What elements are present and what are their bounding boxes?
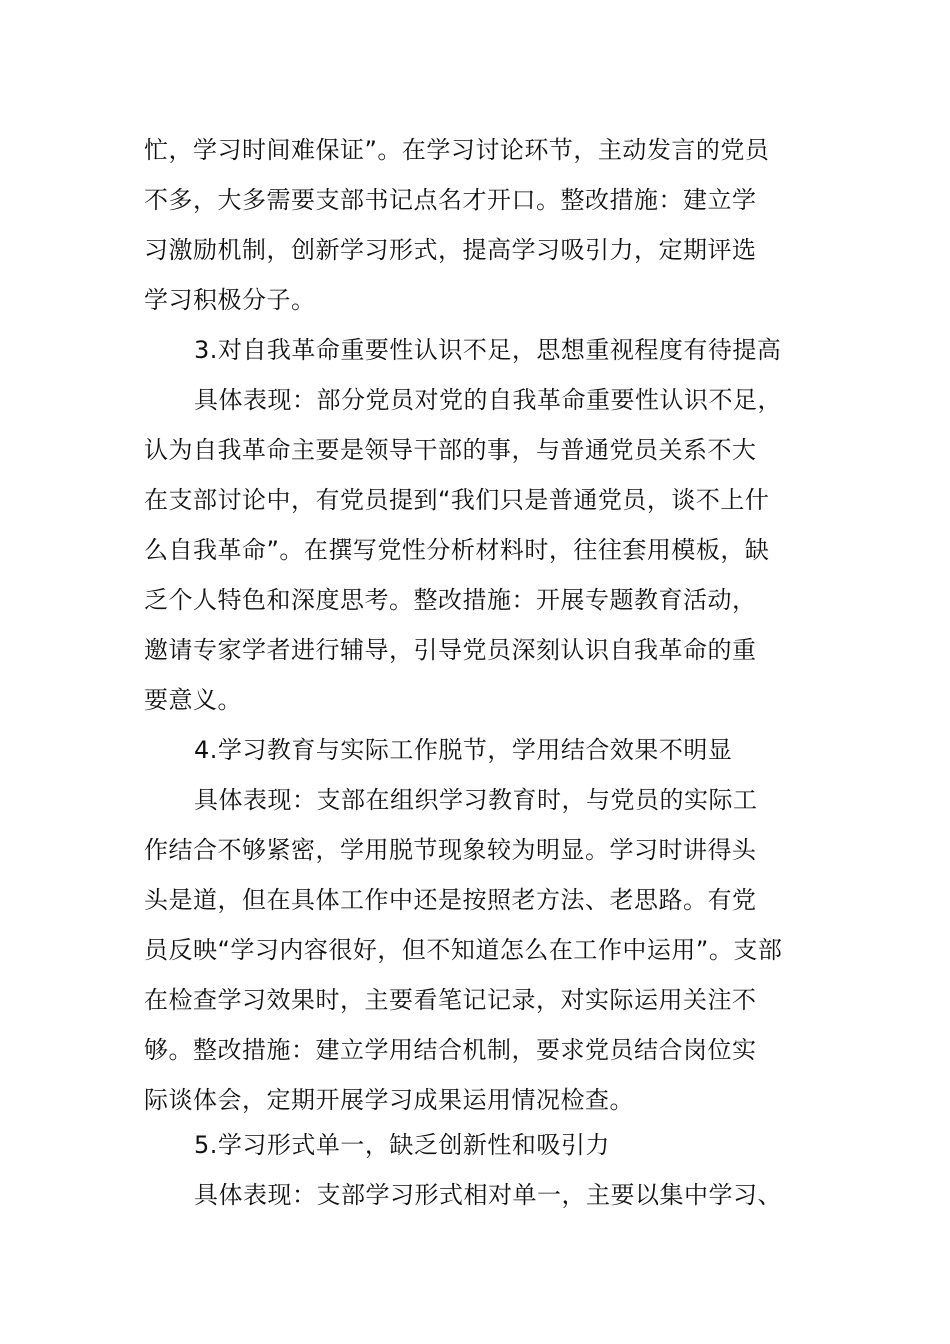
text-line: 忙，学习时间难保证”。在学习讨论环节，主动发言的党员 (144, 136, 770, 164)
section-heading-5: 5.学习形式单一，缺乏创新性和吸引力 (194, 1131, 610, 1159)
text-line: 头是道，但在具体工作中还是按照老方法、老思路。有党 (144, 886, 757, 914)
text-line: 具体表现：支部在组织学习教育时，与党员的实际工 (194, 786, 758, 814)
text-line: 要意义。 (144, 686, 242, 714)
text-line: 够。整改措施：建立学用结合机制，要求党员结合岗位实 (144, 1036, 757, 1064)
text-line: 邀请专家学者进行辅导，引导党员深刻认识自我革命的重 (144, 636, 757, 664)
text-line: 习激励机制，创新学习形式，提高学习吸引力，定期评选 (144, 236, 757, 264)
text-line: 不多，大多需要支部书记点名才开口。整改措施：建立学 (144, 186, 757, 214)
text-line: 么自我革命”。在撰写党性分析材料时，往往套用模板，缺 (144, 536, 770, 564)
text-line: 乏个人特色和深度思考。整改措施：开展专题教育活动， (144, 586, 757, 614)
text-line: 员反映“学习内容很好，但不知道怎么在工作中运用”。支部 (144, 936, 783, 964)
section-heading-3: 3.对自我革命重要性认识不足，思想重视程度有待提高 (194, 336, 782, 364)
text-line: 在检查学习效果时，主要看笔记记录，对实际运用关注不 (144, 986, 757, 1014)
text-line: 具体表现：支部学习形式相对单一，主要以集中学习、 (194, 1181, 782, 1209)
text-line: 学习积极分子。 (144, 286, 316, 314)
text-line: 作结合不够紧密，学用脱节现象较为明显。学习时讲得头 (144, 836, 757, 864)
text-line: 在支部讨论中，有党员提到“我们只是普通党员，谈不上什 (144, 486, 770, 514)
text-line: 际谈体会，定期开展学习成果运用情况检查。 (144, 1086, 634, 1114)
text-line: 认为自我革命主要是领导干部的事，与普通党员关系不大 (144, 436, 757, 464)
section-heading-4: 4.学习教育与实际工作脱节，学用结合效果不明显 (194, 736, 733, 764)
text-line: 具体表现：部分党员对党的自我革命重要性认识不足， (194, 386, 782, 414)
